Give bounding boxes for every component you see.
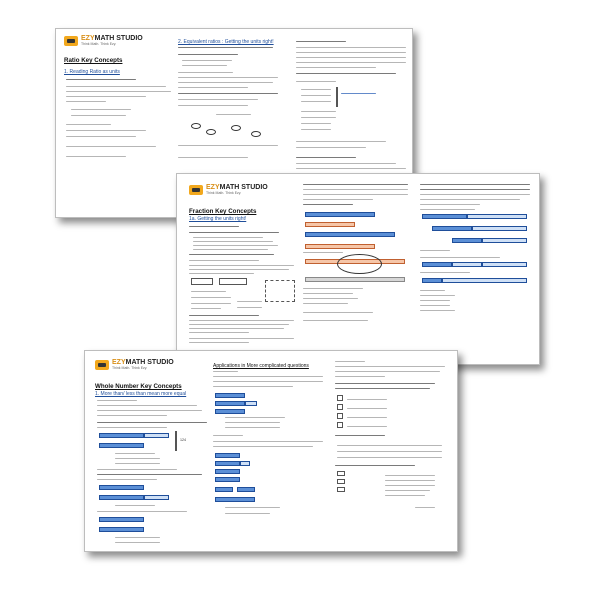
section-heading: Applications in More complicated questions bbox=[213, 363, 309, 369]
brand-tagline: Think Math. Think Ezy. bbox=[81, 42, 117, 46]
brand-prefix: EZY bbox=[112, 359, 126, 366]
section-heading: 1a. Getting the units right! bbox=[189, 216, 247, 222]
sheet-title: Fraction Key Concepts bbox=[189, 208, 257, 215]
sheet-title: Ratio Key Concepts bbox=[64, 57, 123, 64]
sheet-title: Whole Number Key Concepts bbox=[95, 383, 182, 390]
logo-icon bbox=[95, 360, 109, 370]
whole-number-key-concepts-sheet: EZYMATH STUDIO Think Math. Think Ezy. Whole Number Key Concepts 1. More than/ less than mean more equal 124 Applications in More complicated questions bbox=[84, 350, 458, 552]
brand-tagline: Think Math. Think Ezy. bbox=[112, 366, 148, 370]
ezy-math-studio-logo bbox=[64, 35, 143, 46]
ezy-math-studio-logo bbox=[95, 359, 174, 370]
brand-prefix: EZY bbox=[81, 35, 95, 42]
fraction-key-concepts-sheet bbox=[176, 173, 540, 365]
brand-name: MATH STUDIO bbox=[94, 35, 143, 42]
brand-tagline: Think Math. Think Ezy. bbox=[206, 191, 242, 195]
section-heading: 2. Equivalent ratios : Getting the units right! bbox=[178, 39, 274, 45]
section-heading: 1. More than/ less than mean more equal bbox=[95, 391, 187, 397]
logo-icon bbox=[189, 185, 203, 195]
brand-prefix: EZY bbox=[206, 184, 220, 191]
logo-icon bbox=[64, 36, 78, 46]
ezy-math-studio-logo bbox=[189, 184, 268, 195]
brand-name: MATH STUDIO bbox=[125, 359, 174, 366]
brand-name: MATH STUDIO bbox=[219, 184, 268, 191]
section-heading: 1. Reading Ratio as units bbox=[64, 69, 120, 75]
